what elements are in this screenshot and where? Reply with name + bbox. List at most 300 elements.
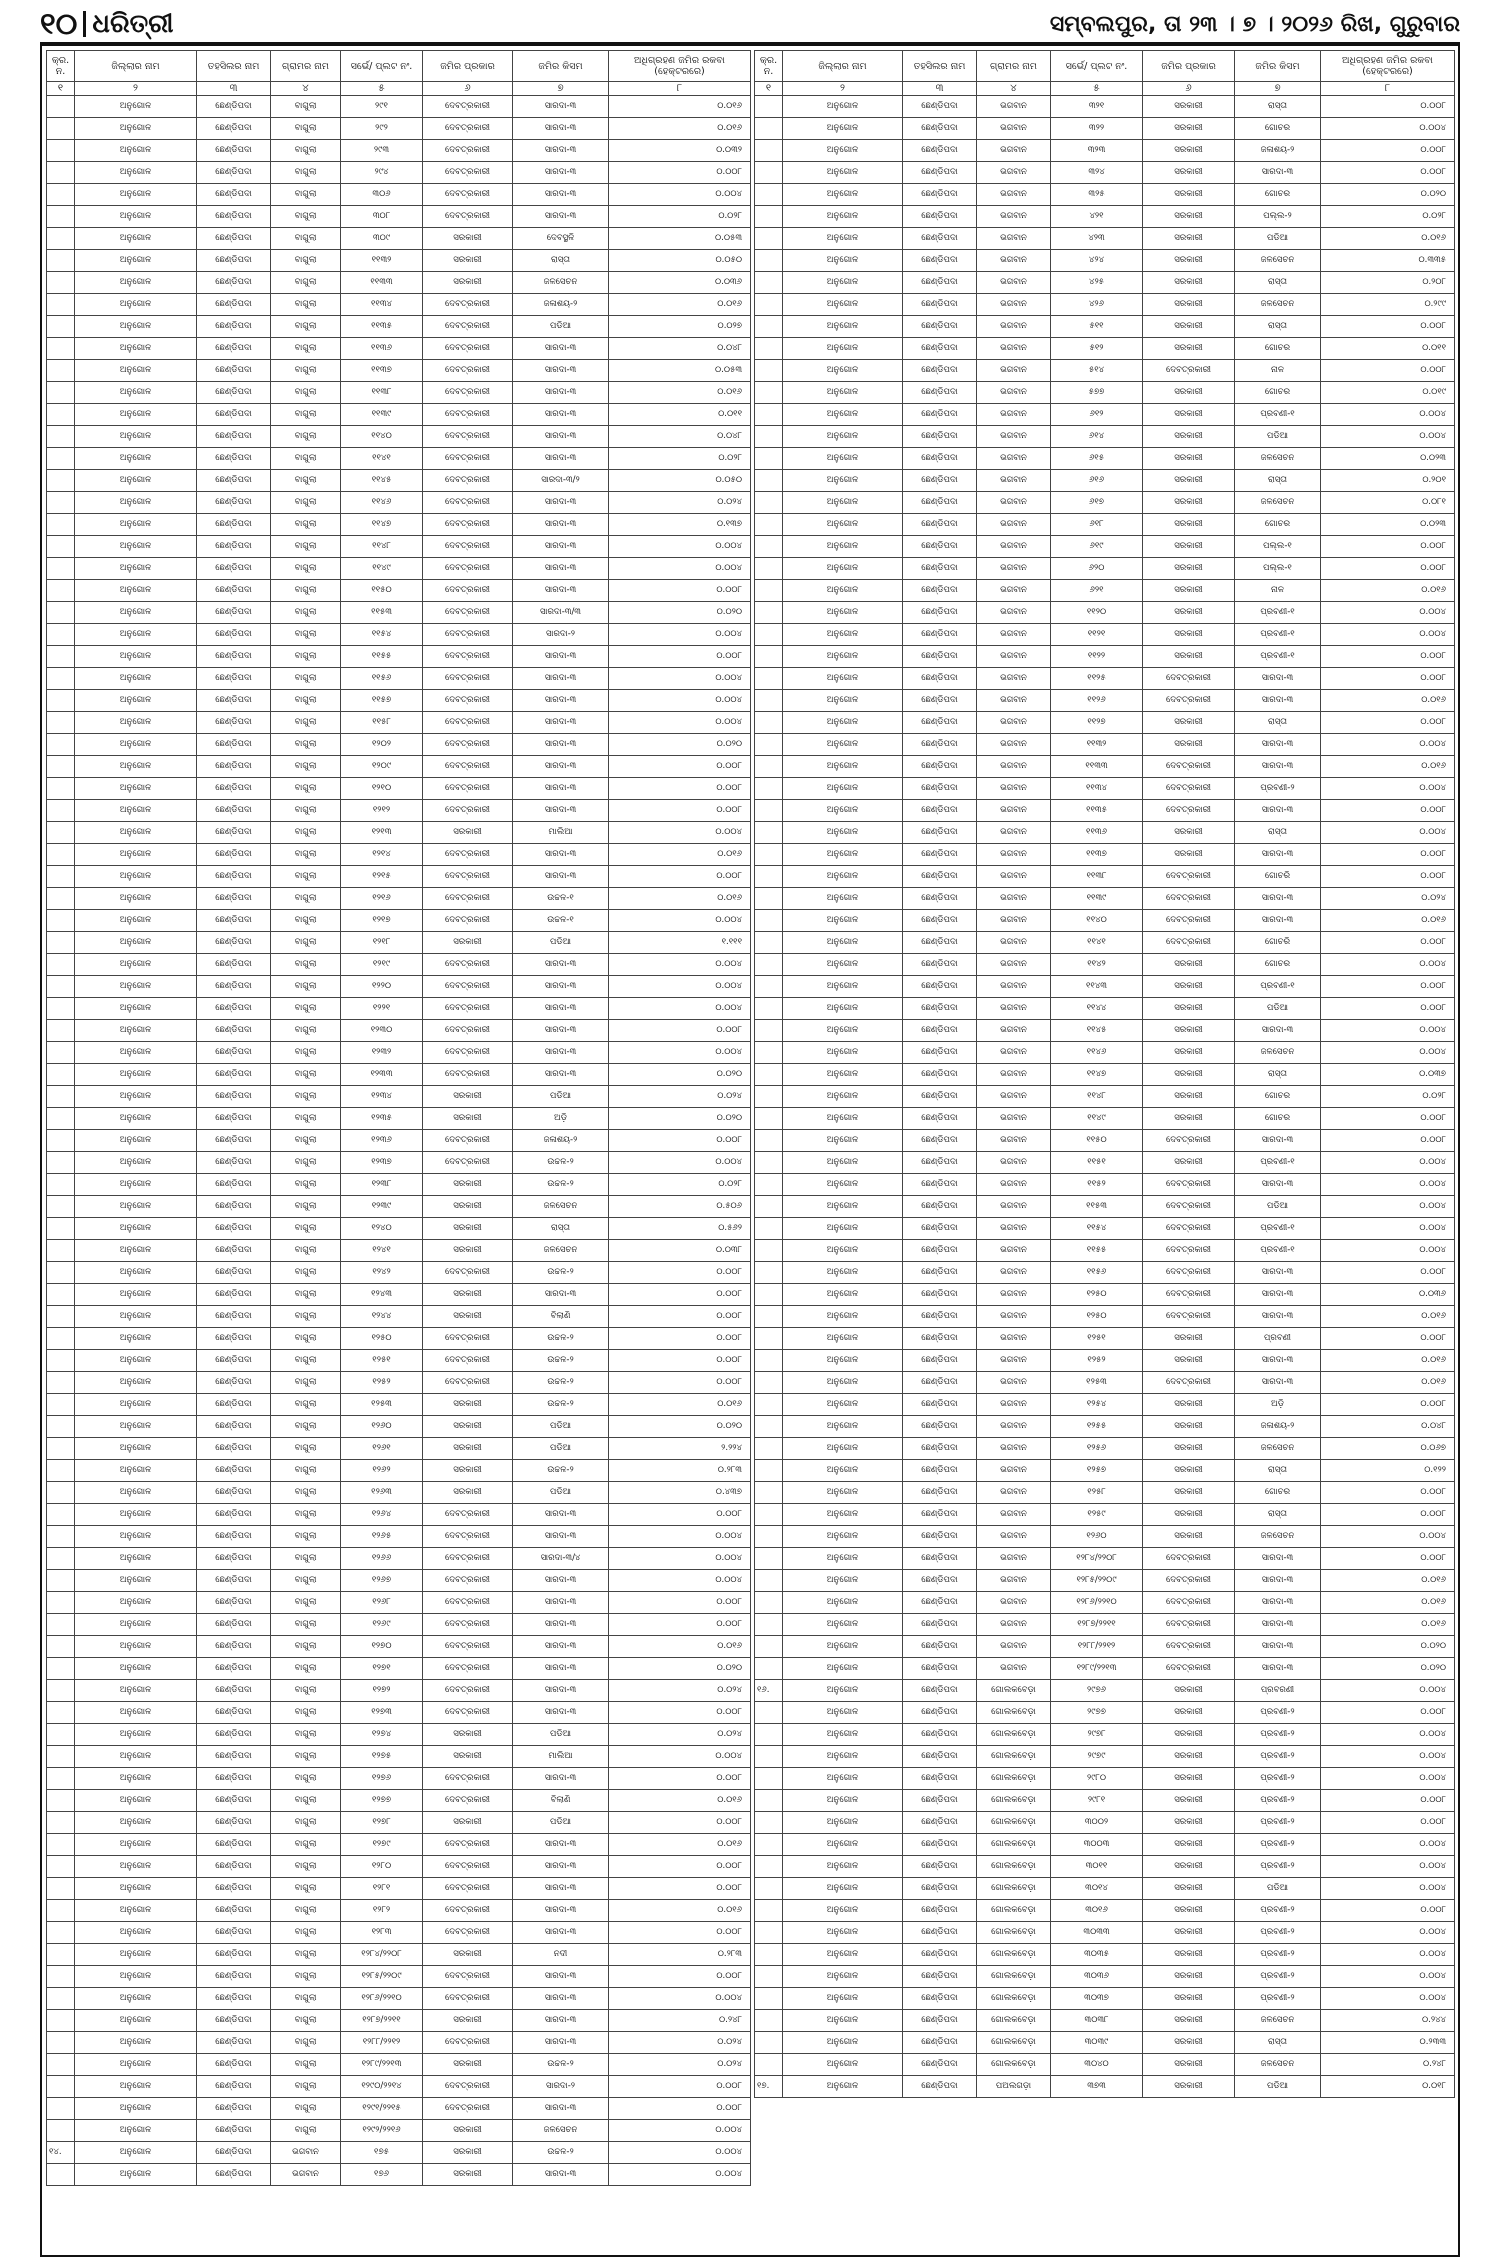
land-type-cell: ସରକାରୀ	[1143, 294, 1235, 316]
land-class-cell: ସାରଦା-୩/୩	[513, 602, 609, 624]
district-cell: ଅନୁଗୋଳ	[75, 2054, 197, 2076]
land-type-cell: ଦେବତ୍ରକାରୀ	[423, 624, 513, 646]
serial-cell	[755, 448, 783, 470]
district-cell: ଅନୁଗୋଳ	[783, 1856, 903, 1878]
village-cell: ବାଗୁଲା	[271, 756, 341, 778]
district-cell: ଅନୁଗୋଳ	[75, 1966, 197, 1988]
district-cell: ଅନୁଗୋଳ	[75, 2010, 197, 2032]
land-type-cell: ସରକାରୀ	[1143, 602, 1235, 624]
district-cell: ଅନୁଗୋଳ	[783, 1746, 903, 1768]
area-cell: ୦.୦୧୬	[1321, 910, 1455, 932]
land-type-cell: ସରକାରୀ	[1143, 1724, 1235, 1746]
village-cell: ଭଗବାନ	[977, 1174, 1051, 1196]
tahasil-cell: ଛେଣ୍ଡିପଦା	[197, 1922, 271, 1944]
serial-cell	[47, 866, 75, 888]
area-cell: ୦.୦୦୮	[609, 1878, 751, 1900]
tahasil-cell: ଛେଣ୍ଡିପଦା	[903, 294, 977, 316]
area-cell: ୦.୦୨୮	[609, 448, 751, 470]
land-class-cell: ଜଳସେଚନ	[1235, 448, 1321, 470]
district-cell: ଅନୁଗୋଳ	[783, 184, 903, 206]
land-type-cell: ସରକାରୀ	[1143, 250, 1235, 272]
area-cell: ୦.୨୪୪	[1321, 2010, 1455, 2032]
land-class-cell: ରାସ୍ତା	[1235, 96, 1321, 118]
plot-cell: ୬୧୪	[1051, 426, 1143, 448]
table-row	[47, 514, 751, 536]
village-cell: ଭଗବାନ	[977, 558, 1051, 580]
plot-cell: ୧୨୮୯/୨୨୧୩	[341, 2054, 423, 2076]
land-type-cell: ସରକାରୀ	[1143, 1020, 1235, 1042]
area-cell: ୦.୦୨୮	[1321, 1086, 1455, 1108]
land-type-cell: ସରକାରୀ	[1143, 1438, 1235, 1460]
land-type-cell: ସରକାରୀ	[1143, 1790, 1235, 1812]
land-type-cell: ସରକାରୀ	[1143, 404, 1235, 426]
tahasil-cell: ଛେଣ୍ଡିପଦା	[197, 1328, 271, 1350]
village-cell: ଭଗବାନ	[977, 360, 1051, 382]
village-cell: ବାଗୁଲା	[271, 184, 341, 206]
village-cell: ଭଗବାନ	[977, 1042, 1051, 1064]
village-cell: ବାଗୁଲା	[271, 426, 341, 448]
table-row	[47, 1856, 751, 1878]
plot-cell: ୧୨୮୪/୨୨୦୮	[1051, 1548, 1143, 1570]
plot-cell: ୩୨୧	[1051, 96, 1143, 118]
area-cell: ୦.୦୨୩	[1321, 448, 1455, 470]
table-row	[47, 1658, 751, 1680]
land-class-cell: ଜଳାଶୟ-୨	[513, 294, 609, 316]
serial-cell	[755, 272, 783, 294]
tahasil-cell: ଛେଣ୍ଡିପଦା	[903, 1372, 977, 1394]
district-cell: ଅନୁଗୋଳ	[783, 844, 903, 866]
table-row	[47, 1020, 751, 1042]
land-type-cell: ସରକାରୀ	[1143, 1350, 1235, 1372]
land-type-cell: ଦେବତ୍ରକାରୀ	[423, 1372, 513, 1394]
serial-cell	[47, 1394, 75, 1416]
table-row	[47, 1350, 751, 1372]
tahasil-cell: ଛେଣ୍ଡିପଦା	[903, 976, 977, 998]
table-row	[755, 228, 1455, 250]
table-row	[755, 1438, 1455, 1460]
tahasil-cell: ଛେଣ୍ଡିପଦା	[903, 910, 977, 932]
district-cell: ଅନୁଗୋଳ	[75, 1526, 197, 1548]
plot-cell: ୧୨୫୬	[1051, 1438, 1143, 1460]
table-row	[755, 976, 1455, 998]
tahasil-cell: ଛେଣ୍ଡିପଦା	[903, 316, 977, 338]
district-cell: ଅନୁଗୋଳ	[75, 492, 197, 514]
village-cell: ଭଗବାନ	[977, 1086, 1051, 1108]
area-cell: ୦.୦୦୪	[1321, 822, 1455, 844]
area-cell: ୦.୦୦୪	[1321, 1856, 1455, 1878]
col-header-land-type: ଜମିର ପ୍ରକାର	[423, 51, 513, 82]
land-type-cell: ଦେବତ୍ରକାରୀ	[423, 1328, 513, 1350]
tahasil-cell: ଛେଣ୍ଡିପଦା	[197, 1526, 271, 1548]
land-class-cell: ସାରଦା-୩	[513, 778, 609, 800]
tahasil-cell: ଛେଣ୍ଡିପଦା	[197, 1724, 271, 1746]
col-header-tahasil: ତହସିଲର ନାମ	[197, 51, 271, 82]
land-class-cell: ସାରଦା-୩	[1235, 1020, 1321, 1042]
land-type-cell: ସରକାରୀ	[423, 228, 513, 250]
table-row	[755, 2032, 1455, 2054]
serial-cell	[47, 1636, 75, 1658]
tahasil-cell: ଛେଣ୍ଡିପଦା	[197, 1504, 271, 1526]
village-cell: ବାଗୁଲା	[271, 228, 341, 250]
area-cell: ୦.୦୦୮	[1321, 558, 1455, 580]
serial-cell	[755, 1966, 783, 1988]
land-class-cell: ବିଲାଣି	[513, 1790, 609, 1812]
district-cell: ଅନୁଗୋଳ	[783, 1702, 903, 1724]
area-cell: ୦.୦୧୬	[609, 382, 751, 404]
tahasil-cell: ଛେଣ୍ଡିପଦା	[903, 1174, 977, 1196]
district-cell: ଅନୁଗୋଳ	[783, 1394, 903, 1416]
col-header-plot: ସର୍ଭେ/ ପ୍ଲଟ ନଂ.	[341, 51, 423, 82]
district-cell: ଅନୁଗୋଳ	[75, 426, 197, 448]
land-type-cell: ଦେବତ୍ରକାରୀ	[423, 602, 513, 624]
tahasil-cell: ଛେଣ୍ଡିପଦା	[197, 1306, 271, 1328]
area-cell: ୦.୦୦୮	[1321, 1702, 1455, 1724]
table-row	[47, 1636, 751, 1658]
land-class-cell: ଗୋଚରି	[1235, 866, 1321, 888]
header-row	[47, 51, 751, 82]
tahasil-cell: ଛେଣ୍ଡିପଦା	[903, 712, 977, 734]
serial-cell	[47, 580, 75, 602]
tahasil-cell: ଛେଣ୍ଡିପଦା	[903, 272, 977, 294]
land-class-cell: ପ୍ରବଣୀ-୨	[1235, 1966, 1321, 1988]
table-row	[755, 1460, 1455, 1482]
district-cell: ଅନୁଗୋଳ	[783, 1922, 903, 1944]
village-cell: ବାଗୁଲା	[271, 2032, 341, 2054]
tahasil-cell: ଛେଣ୍ଡିପଦା	[903, 162, 977, 184]
serial-cell	[755, 646, 783, 668]
land-class-cell: ଜଳାଶୟ-୨	[1235, 1416, 1321, 1438]
land-class-cell: ପଡିଆ	[1235, 1196, 1321, 1218]
district-cell: ଅନୁଗୋଳ	[75, 1416, 197, 1438]
village-cell: ଭଗବାନ	[977, 954, 1051, 976]
district-cell: ଅନୁଗୋଳ	[75, 514, 197, 536]
land-class-cell: ପଡିଆ	[513, 932, 609, 954]
land-type-cell: ଦେବତ୍ରକାରୀ	[1143, 690, 1235, 712]
table-row	[47, 162, 751, 184]
land-type-cell: ଦେବତ୍ରକାରୀ	[1143, 800, 1235, 822]
serial-cell	[755, 1724, 783, 1746]
serial-cell	[47, 1592, 75, 1614]
tahasil-cell: ଛେଣ୍ଡିପଦା	[197, 536, 271, 558]
tahasil-cell: ଛେଣ୍ଡିପଦା	[197, 712, 271, 734]
village-cell: ବାଗୁଲା	[271, 668, 341, 690]
district-cell: ଅନୁଗୋଳ	[783, 1988, 903, 2010]
district-cell: ଅନୁଗୋଳ	[783, 140, 903, 162]
area-cell: ୦.୦୦୮	[1321, 712, 1455, 734]
table-row	[755, 1812, 1455, 1834]
table-row	[755, 998, 1455, 1020]
land-type-cell: ଦେବତ୍ରକାରୀ	[423, 1042, 513, 1064]
table-row	[755, 1394, 1455, 1416]
village-cell: ଗୋଲକବେଡ଼ା	[977, 1878, 1051, 1900]
column-number: ୨	[75, 82, 197, 96]
tahasil-cell: ଛେଣ୍ଡିପଦା	[903, 1636, 977, 1658]
village-cell: ଭଗବାନ	[977, 976, 1051, 998]
land-type-cell: ଦେବତ୍ରକାରୀ	[423, 1570, 513, 1592]
serial-cell	[755, 404, 783, 426]
serial-cell	[47, 1042, 75, 1064]
table-row	[755, 756, 1455, 778]
area-cell: ୦.୦୩୨	[609, 140, 751, 162]
table-row	[47, 822, 751, 844]
land-class-cell: ସାରଦା-୩	[513, 2032, 609, 2054]
serial-cell	[755, 1592, 783, 1614]
table-row	[755, 558, 1455, 580]
land-type-cell: ଦେବତ୍ରକାରୀ	[423, 558, 513, 580]
land-class-cell: ସାରଦା-୩	[513, 558, 609, 580]
tahasil-cell: ଛେଣ୍ଡିପଦା	[197, 734, 271, 756]
plot-cell: ୩୦୩୩	[1051, 1922, 1143, 1944]
tahasil-cell: ଛେଣ୍ଡିପଦା	[903, 800, 977, 822]
land-type-cell: ଦେବତ୍ରକାରୀ	[423, 1856, 513, 1878]
village-cell: ଭଗବାନ	[977, 1372, 1051, 1394]
serial-cell	[755, 1350, 783, 1372]
village-cell: ଭଗବାନ	[977, 1614, 1051, 1636]
tahasil-cell: ଛେଣ୍ଡିପଦା	[197, 96, 271, 118]
land-type-cell: ସରକାରୀ	[1143, 998, 1235, 1020]
area-cell: ୦.୦୦୪	[609, 2142, 751, 2164]
plot-cell: ୧୨୭୧	[341, 1658, 423, 1680]
area-cell: ୦.୦୦୮	[1321, 998, 1455, 1020]
serial-cell	[755, 1812, 783, 1834]
village-cell: ଗୋଲକବେଡ଼ା	[977, 1922, 1051, 1944]
land-class-cell: ଦେବସ୍ଥଳି	[513, 228, 609, 250]
area-cell: ୦.୦୨୭	[609, 316, 751, 338]
tahasil-cell: ଛେଣ୍ଡିପଦା	[903, 1218, 977, 1240]
land-type-cell: ସରକାରୀ	[423, 932, 513, 954]
land-type-cell: ଦେବତ୍ରକାରୀ	[1143, 1592, 1235, 1614]
land-type-cell: ଦେବତ୍ରକାରୀ	[423, 1878, 513, 1900]
plot-cell: ୧୧୨୭	[1051, 712, 1143, 734]
village-cell: ଭଗବାନ	[977, 888, 1051, 910]
land-type-cell: ଦେବତ୍ରକାରୀ	[423, 360, 513, 382]
serial-cell: ୧୬.	[755, 1680, 783, 1702]
table-row	[47, 382, 751, 404]
land-type-cell: ସରକାରୀ	[423, 1196, 513, 1218]
district-cell: ଅନୁଗୋଳ	[75, 1108, 197, 1130]
table-row	[755, 888, 1455, 910]
plot-cell: ୧୧୫୧	[1051, 1152, 1143, 1174]
serial-cell	[47, 426, 75, 448]
serial-cell	[755, 778, 783, 800]
area-cell: ୦.୦୨୮	[609, 1174, 751, 1196]
land-type-cell: ଦେବତ୍ରକାରୀ	[423, 1988, 513, 2010]
area-cell: ୦.୦୦୪	[1321, 954, 1455, 976]
serial-cell	[47, 712, 75, 734]
plot-cell: ୧୨୭୭	[341, 1790, 423, 1812]
land-type-cell: ସରକାରୀ	[1143, 580, 1235, 602]
district-cell: ଅନୁଗୋଳ	[75, 1328, 197, 1350]
district-cell: ଅନୁଗୋଳ	[783, 668, 903, 690]
plot-cell: ୧୧୫୬	[1051, 1262, 1143, 1284]
land-type-cell: ଦେବତ୍ରକାରୀ	[423, 668, 513, 690]
area-cell: ୦.୦୧୬	[609, 888, 751, 910]
land-class-cell: ଜଳସେଚନ	[1235, 1438, 1321, 1460]
table-row	[755, 1328, 1455, 1350]
serial-cell	[47, 2032, 75, 2054]
area-cell: ୦.୦୦୮	[609, 1592, 751, 1614]
table-row	[755, 1636, 1455, 1658]
table-row	[47, 1922, 751, 1944]
land-class-cell: ସାରଦା-୩	[513, 1768, 609, 1790]
district-cell: ଅନୁଗୋଳ	[75, 910, 197, 932]
tahasil-cell: ଛେଣ୍ଡିପଦା	[197, 250, 271, 272]
land-class-cell: ସାରଦା-୩	[513, 1284, 609, 1306]
district-cell: ଅନୁଗୋଳ	[75, 800, 197, 822]
plot-cell: ୧୨୩୨	[341, 1042, 423, 1064]
district-cell: ଅନୁଗୋଳ	[783, 536, 903, 558]
village-cell: ଭଗବାନ	[271, 2142, 341, 2164]
village-cell: ବାଗୁଲା	[271, 1372, 341, 1394]
serial-cell	[755, 844, 783, 866]
plot-cell: ୨୯୮୧	[1051, 1790, 1143, 1812]
serial-cell	[755, 602, 783, 624]
serial-cell	[47, 822, 75, 844]
village-cell: ଭଗବାନ	[977, 1482, 1051, 1504]
area-cell: ୦.୨୯୯	[1321, 294, 1455, 316]
plot-cell: ୧୨୦୨	[341, 734, 423, 756]
district-cell: ଅନୁଗୋଳ	[75, 1020, 197, 1042]
area-cell: ୦.୦୦୪	[1321, 1526, 1455, 1548]
land-type-cell: ଦେବତ୍ରକାରୀ	[423, 140, 513, 162]
serial-cell	[47, 514, 75, 536]
village-cell: ଭଗବାନ	[977, 514, 1051, 536]
land-type-cell: ଦେବତ୍ରକାରୀ	[1143, 866, 1235, 888]
table-row	[47, 404, 751, 426]
serial-cell	[755, 1944, 783, 1966]
table-row	[47, 426, 751, 448]
district-cell: ଅନୁଗୋଳ	[783, 734, 903, 756]
plot-cell: ୧୨୩୫	[341, 1108, 423, 1130]
land-class-cell: ପ୍ରବଣୀ-୨	[1235, 1922, 1321, 1944]
serial-cell	[47, 932, 75, 954]
land-class-cell: ପ୍ରବଣୀ-୨	[1235, 778, 1321, 800]
land-class-cell: ସାରଦା-୩	[513, 1592, 609, 1614]
table-row	[47, 844, 751, 866]
tahasil-cell: ଛେଣ୍ଡିପଦା	[197, 2142, 271, 2164]
table-row	[47, 118, 751, 140]
land-type-cell: ସରକାରୀ	[1143, 1042, 1235, 1064]
table-row	[755, 1592, 1455, 1614]
tahasil-cell: ଛେଣ୍ଡିପଦା	[197, 822, 271, 844]
table-row	[47, 2054, 751, 2076]
area-cell: ୦.୦୦୪	[1321, 1174, 1455, 1196]
serial-cell	[47, 2010, 75, 2032]
plot-cell: ୧୧୪୦	[1051, 910, 1143, 932]
district-cell: ଅନୁଗୋଳ	[783, 1812, 903, 1834]
tahasil-cell: ଛେଣ୍ଡିପଦା	[197, 2054, 271, 2076]
tahasil-cell: ଛେଣ୍ଡିପଦା	[903, 1460, 977, 1482]
land-table-right	[754, 50, 1455, 2098]
area-cell: ୦.୦୦୪	[1321, 1680, 1455, 1702]
tahasil-cell: ଛେଣ୍ଡିପଦା	[197, 1548, 271, 1570]
tahasil-cell: ଛେଣ୍ଡିପଦା	[197, 976, 271, 998]
district-cell: ଅନୁଗୋଳ	[75, 1636, 197, 1658]
plot-cell: ୧୨୧୪	[341, 844, 423, 866]
tahasil-cell: ଛେଣ୍ଡିପଦା	[903, 998, 977, 1020]
serial-cell	[755, 316, 783, 338]
district-cell: ଅନୁଗୋଳ	[75, 404, 197, 426]
area-cell: ୦.୦୦୪	[1321, 1746, 1455, 1768]
area-cell: ୦.୦୦୮	[609, 756, 751, 778]
serial-cell	[755, 1152, 783, 1174]
plot-cell: ୪୨୫	[1051, 272, 1143, 294]
village-cell: ଭଗବାନ	[977, 1526, 1051, 1548]
land-type-cell: ସରକାରୀ	[1143, 140, 1235, 162]
area-cell: ୦.୦୦୪	[609, 976, 751, 998]
serial-cell	[755, 206, 783, 228]
table-row	[755, 1108, 1455, 1130]
tahasil-cell: ଛେଣ୍ଡିପଦା	[197, 316, 271, 338]
area-cell: ୦.୦୦୮	[1321, 1790, 1455, 1812]
district-cell: ଅନୁଗୋଳ	[783, 1086, 903, 1108]
land-class-cell: ଗୋଚର	[1235, 514, 1321, 536]
land-class-cell: ରାସ୍ତା	[1235, 2032, 1321, 2054]
serial-cell	[47, 1152, 75, 1174]
plot-cell: ୬୧୭	[1051, 492, 1143, 514]
area-cell: ୦.୧୨୨	[1321, 1460, 1455, 1482]
serial-cell	[755, 1020, 783, 1042]
tahasil-cell: ଛେଣ୍ଡିପଦା	[903, 1328, 977, 1350]
plot-cell: ୧୨୬୦	[341, 1416, 423, 1438]
table-row	[755, 1570, 1455, 1592]
district-cell: ଅନୁଗୋଳ	[75, 1922, 197, 1944]
village-cell: ବାଗୁଲା	[271, 1614, 341, 1636]
serial-cell	[47, 1988, 75, 2010]
village-cell: ବାଗୁଲା	[271, 1042, 341, 1064]
area-cell: ୦.୦୨୪	[1321, 888, 1455, 910]
area-cell: ୦.୦୦୪	[1321, 1152, 1455, 1174]
plot-cell: ୧୨୩୬	[341, 1130, 423, 1152]
table-row	[755, 932, 1455, 954]
district-cell: ଅନୁଗୋଳ	[783, 272, 903, 294]
land-type-cell: ଦେବତ୍ରକାରୀ	[423, 690, 513, 712]
plot-cell: ୩୨୫	[1051, 184, 1143, 206]
table-row	[47, 1262, 751, 1284]
district-cell: ଅନୁଗୋଳ	[783, 118, 903, 140]
district-cell: ଅନୁଗୋଳ	[783, 1944, 903, 1966]
serial-cell	[755, 470, 783, 492]
village-cell: ବାଗୁଲା	[271, 1240, 341, 1262]
district-cell: ଅନୁଗୋଳ	[75, 1834, 197, 1856]
plot-cell: ୧୧୪୧	[341, 448, 423, 470]
plot-cell: ୧୨୭୦	[341, 1636, 423, 1658]
land-class-cell: ସାରଦା-୩	[513, 1878, 609, 1900]
serial-cell	[755, 1570, 783, 1592]
land-type-cell: ସରକାରୀ	[1143, 558, 1235, 580]
land-class-cell: ପଡିଆ	[513, 1438, 609, 1460]
column-number: ୭	[513, 82, 609, 96]
village-cell: ଭଗବାନ	[977, 272, 1051, 294]
land-type-cell: ସରକାରୀ	[423, 1240, 513, 1262]
land-class-cell: ପ୍ରବଣୀ-୨	[1235, 1768, 1321, 1790]
land-type-cell: ସରକାରୀ	[1143, 426, 1235, 448]
tahasil-cell: ଛେଣ୍ଡିପଦା	[903, 1614, 977, 1636]
land-type-cell: ଦେବତ୍ରକାରୀ	[423, 800, 513, 822]
area-cell: ୦.୦୨୦	[609, 1416, 751, 1438]
table-row	[755, 910, 1455, 932]
district-cell: ଅନୁଗୋଳ	[783, 1790, 903, 1812]
table-row	[47, 1218, 751, 1240]
tahasil-cell: ଛେଣ୍ଡିପଦା	[903, 1966, 977, 1988]
area-cell: ୦.୦୦୪	[609, 624, 751, 646]
plot-cell: ୧୧୪୦	[341, 426, 423, 448]
village-cell: ଭଗବାନ	[977, 580, 1051, 602]
district-cell: ଅନୁଗୋଳ	[783, 2054, 903, 2076]
land-type-cell: ଦେବତ୍ରକାରୀ	[1143, 1306, 1235, 1328]
village-cell: ଭଗବାନ	[977, 1548, 1051, 1570]
land-class-cell: ସାରଦା-୩	[513, 162, 609, 184]
